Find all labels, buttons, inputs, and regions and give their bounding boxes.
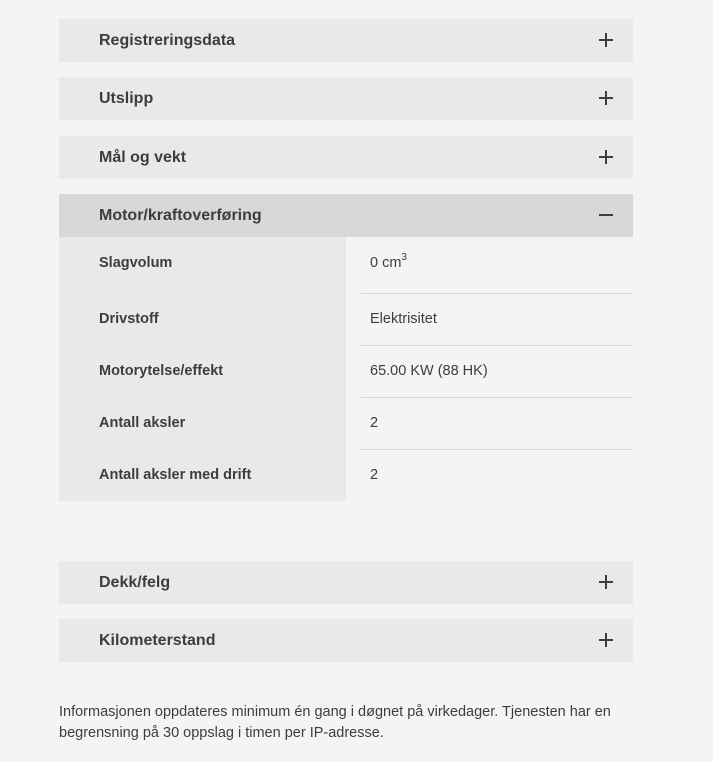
accordion-registreringsdata[interactable] <box>59 19 633 62</box>
accordion-mal-og-vekt[interactable] <box>59 136 633 179</box>
detail-label: Drivstoff <box>99 311 159 327</box>
plus-icon[interactable] <box>599 33 613 47</box>
plus-icon[interactable] <box>599 633 613 647</box>
plus-icon[interactable] <box>599 150 613 164</box>
accordion-title: Registreringsdata <box>99 32 236 49</box>
accordion-title: Dekk/felg <box>99 574 171 591</box>
accordion-kilometerstand[interactable] <box>59 619 633 662</box>
footer-note: Informasjonen oppdateres minimum én gang i døgnet på virkedager. Tjenesten har en begrensning på 30 oppslag i timen per IP-adresse. <box>59 704 611 741</box>
detail-label: Antall aksler <box>99 415 186 431</box>
detail-value: 65.00 KW (88 HK) <box>370 363 488 379</box>
motor-details-panel <box>59 237 633 501</box>
unit-superscript: 3 <box>401 252 407 263</box>
detail-row <box>59 345 633 397</box>
detail-row <box>59 293 633 345</box>
detail-value: Elektrisitet <box>370 311 437 327</box>
minus-icon[interactable] <box>599 208 613 222</box>
detail-value: 2 <box>370 415 379 431</box>
accordion-title: Utslipp <box>99 90 154 107</box>
accordion-title: Kilometerstand <box>99 632 216 649</box>
detail-value: 0 $cm^3$ <box>370 252 407 271</box>
plus-icon[interactable] <box>599 91 613 105</box>
accordion-dekk-felg[interactable] <box>59 561 633 604</box>
detail-row <box>59 449 633 501</box>
detail-label: Antall aksler med drift <box>99 467 252 483</box>
accordion-title: Motor/kraftoverføring <box>99 207 262 224</box>
plus-icon[interactable] <box>599 575 613 589</box>
accordion-title: Mål og vekt <box>99 149 187 166</box>
detail-value: 2 <box>370 467 379 483</box>
detail-row <box>59 397 633 449</box>
detail-label: Motorytelse/effekt <box>99 363 224 379</box>
accordion-utslipp[interactable] <box>59 77 633 120</box>
detail-row <box>59 237 633 289</box>
detail-label: Slagvolum <box>99 255 173 271</box>
accordion-motor[interactable] <box>59 194 633 237</box>
